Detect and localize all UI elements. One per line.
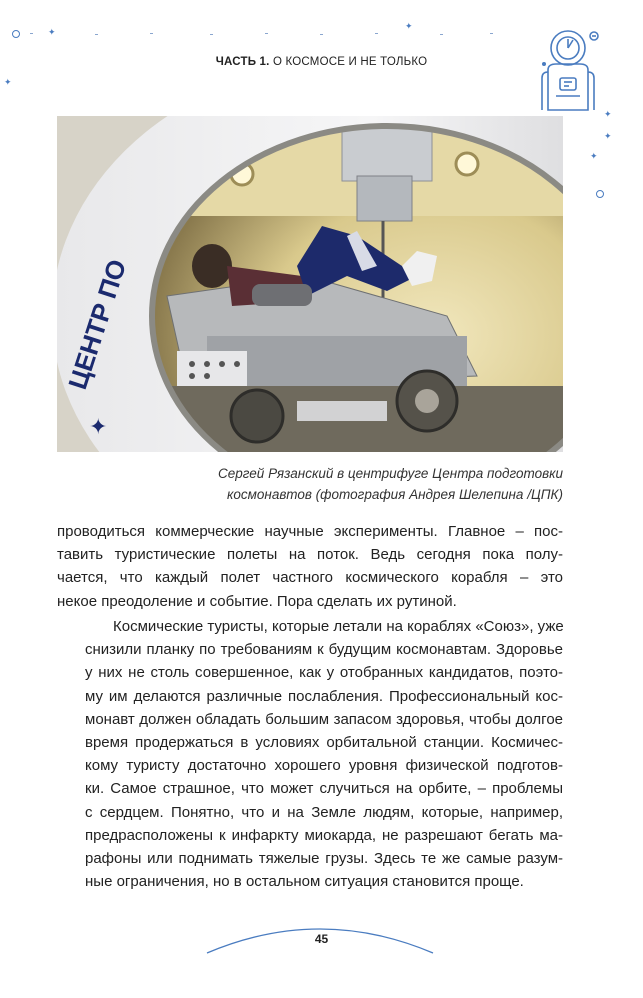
caption-line: Сергей Рязанский в центрифуге Центра подготовки <box>218 466 563 481</box>
svg-text:✦: ✦ <box>89 415 108 440</box>
text-line: рафоны или поднимать тяжелые грузы. Здесь те же самые разум- <box>85 850 563 868</box>
text-line: проводиться коммерческие научные эксперименты. Главное – пос- <box>57 523 563 540</box>
star-icon: ✦ <box>4 77 12 87</box>
svg-text:ЦЕНТР ПО: ЦЕНТР ПО <box>62 255 133 393</box>
star-icon <box>12 30 20 38</box>
page-number: 45 <box>314 932 329 946</box>
part-label: ЧАСТЬ 1. <box>215 56 270 68</box>
text-line: у них не столь совершенное, как у отобранных кандидатов, поэто- <box>85 664 563 682</box>
text-line: ки. Самое страшное, что может случиться на орбите, – проблемы <box>85 780 563 798</box>
star-icon: ✦ <box>405 21 413 31</box>
text-line: Космические туристы, которые летали на кораблях «Союз», уже <box>113 618 564 635</box>
text-line: ные ограничения, но в остальном ситуация становится проще. <box>85 873 524 891</box>
star-icon: ✦ <box>604 109 612 119</box>
text-line: время продержаться в условиях орбитальной станции. Космичес- <box>85 734 563 752</box>
text-line: предрасположены к инфаркту миокарда, не разрешают бегать ма- <box>85 826 563 844</box>
text-line: тавить туристические полеты на поток. Ведь сегодня пока полу- <box>57 546 563 564</box>
text-line: монавт должен обладать большим запасом здоровья, чтобы долгое <box>85 710 563 728</box>
text-line: кому туристу достаточно хорошего уровня физической подготов- <box>85 757 563 775</box>
star-icon: ✦ <box>604 131 612 141</box>
text-line: му им делаются различные послабления. Профессиональный кос- <box>85 687 563 705</box>
running-head <box>0 56 643 68</box>
paragraph <box>57 615 563 893</box>
star-icon <box>596 190 604 198</box>
text-line: некое преодоление и событие. Пора сделать их рутиной. <box>57 592 457 610</box>
chapter-title: О КОСМОСЕ И НЕ ТОЛЬКО <box>272 56 428 68</box>
text-line: снизили планку по требованиям к будущим космонавтам. Здоровье <box>85 641 563 659</box>
star-icon: ✦ <box>48 27 56 37</box>
astronaut-icon <box>536 26 608 114</box>
star-icon: ✦ <box>590 151 598 161</box>
text-line: с сердцем. Понятно, что и на Земле людям, которые, например, <box>85 803 563 821</box>
text-line: чается, что каждый полет частного космического корабля – это <box>57 569 563 587</box>
centrifuge-photo <box>57 116 563 452</box>
paragraph <box>57 520 563 613</box>
caption-line: космонавтов (фотография Андрея Шелепина /ЦПК) <box>227 487 563 502</box>
photo-caption <box>120 463 563 505</box>
